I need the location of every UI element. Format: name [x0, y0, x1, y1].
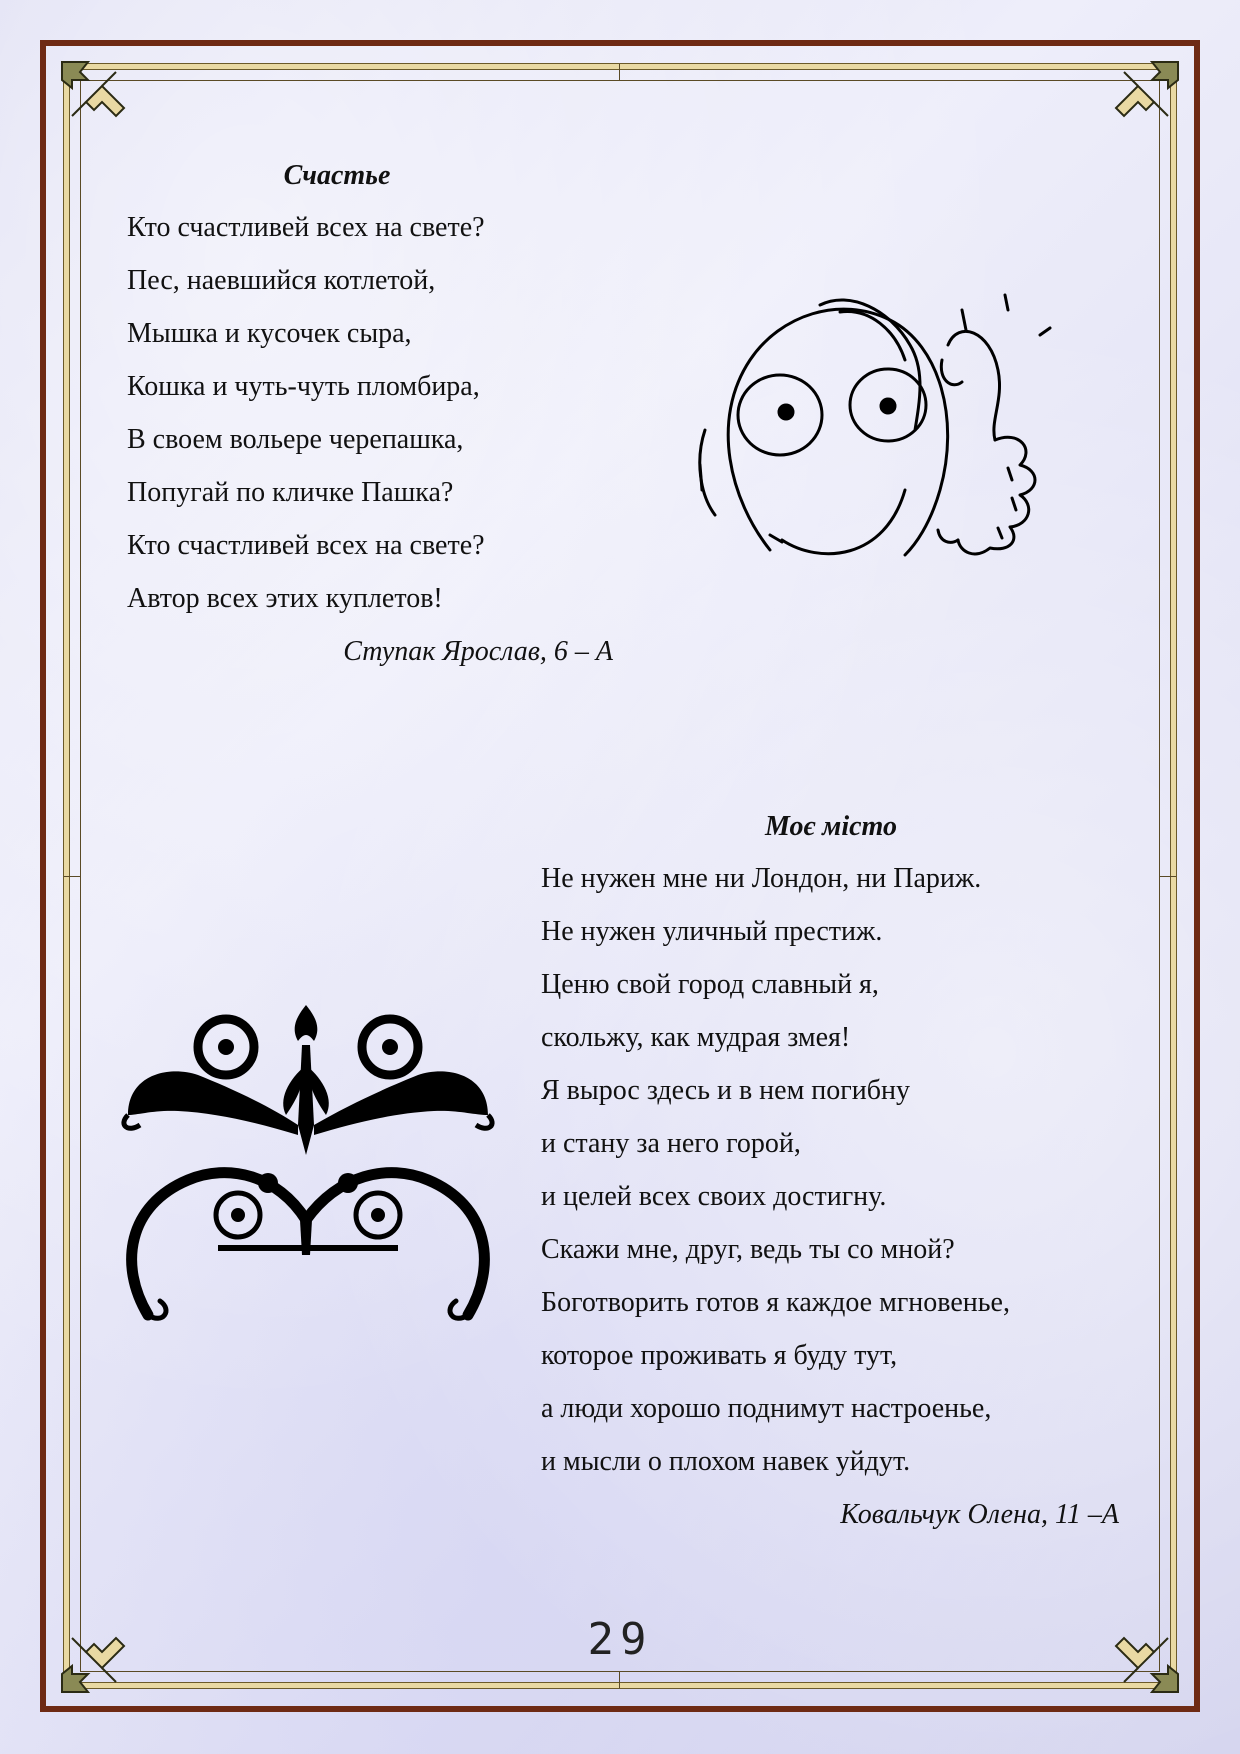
poem-line: и мысли о плохом навек уйдут. — [541, 1446, 911, 1477]
poem-title: Счастье — [283, 160, 391, 191]
poem-line: скольжу, как мудрая змея! — [541, 1022, 851, 1053]
poem-title: Моє місто — [765, 811, 897, 842]
poem-line: Кто счастливей всех на свете? — [127, 530, 485, 561]
poem-line: Я вырос здесь и в нем погибну — [541, 1075, 910, 1106]
frame-tick-bottom — [619, 1672, 620, 1688]
poem-my-city — [541, 807, 1121, 1535]
poem-line: Не нужен уличный престиж. — [541, 916, 883, 947]
corner-ornament-top-left — [58, 58, 148, 148]
poem-happiness — [127, 156, 627, 672]
frame-tick-top — [619, 64, 620, 80]
poem-line: Пес, наевшийся котлетой, — [127, 265, 436, 296]
poem-line: В своем вольере черепашка, — [127, 424, 464, 455]
poem-line: Боготворить готов я каждое мгновенье, — [541, 1287, 1010, 1318]
poem-line: а люди хорошо поднимут настроенье, — [541, 1393, 992, 1424]
poem-line: и целей всех своих достигну. — [541, 1181, 887, 1212]
frame-tick-right — [1160, 876, 1176, 877]
frame-tick-left — [64, 876, 80, 877]
decorative-scroll-ornament — [118, 1005, 498, 1355]
corner-ornament-top-right — [1092, 58, 1182, 148]
poem-line: и стану за него горой, — [541, 1128, 801, 1159]
corner-ornament-icon — [58, 58, 148, 148]
poem-line: Попугай по кличке Пашка? — [127, 477, 454, 508]
corner-ornament-icon — [1092, 1606, 1182, 1696]
page-number: 29 — [587, 1614, 653, 1665]
smiling-face-drawing — [690, 290, 1090, 620]
corner-ornament-bottom-right — [1092, 1606, 1182, 1696]
poem-line: Кто счастливей всех на свете? — [127, 212, 485, 243]
poem-line: Скажи мне, друг, ведь ты со мной? — [541, 1234, 955, 1265]
poem-line: Не нужен мне ни Лондон, ни Париж. — [541, 863, 982, 894]
poem-line: Мышка и кусочек сыра, — [127, 318, 412, 349]
poem-author: Ковальчук Олена, 11 –А — [840, 1499, 1119, 1530]
poem-line: Кошка и чуть-чуть пломбира, — [127, 371, 480, 402]
scroll-ornament-icon — [118, 1005, 498, 1355]
smiling-face-icon — [690, 290, 1090, 620]
corner-ornament-bottom-left — [58, 1606, 148, 1696]
poem-line: Автор всех этих куплетов! — [127, 583, 443, 614]
poem-line: которое проживать я буду тут, — [541, 1340, 898, 1371]
poem-line: Ценю свой город славный я, — [541, 969, 879, 1000]
poem-author: Ступак Ярослав, 6 – А — [343, 636, 613, 667]
corner-ornament-icon — [58, 1606, 148, 1696]
corner-ornament-icon — [1092, 58, 1182, 148]
